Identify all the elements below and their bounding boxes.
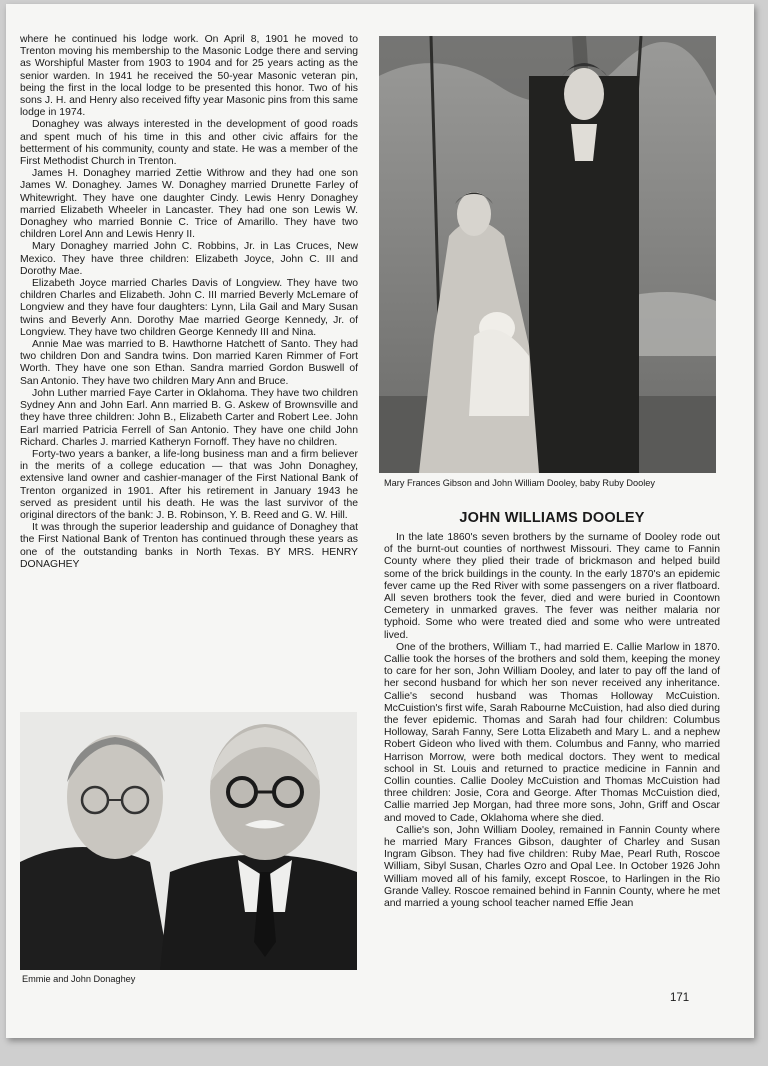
- paragraph: It was through the superior leadership and guidance of Donaghey that the First National Bank of Trenton has continued through these years as one of the outstanding banks in North Texas. BY MRS. HENRY DONAGHEY: [20, 522, 358, 570]
- couple-portrait-photo: [20, 712, 357, 970]
- couple-portrait-photo-graphic: [20, 712, 357, 970]
- paragraph: John Luther married Faye Carter in Oklahoma. They have two children Sydney Ann and John Earl. Ann married B. G. Askew of Brownsville and they have three children: John B., Elizabeth Carter and Robert Lee. John Earl married Patricia Ferrell of San Antonio. They have one child John Richard. Charles J. married Katheryn Fornoff. They have no children.: [20, 387, 358, 448]
- paragraph: Mary Donaghey married John C. Robbins, Jr. in Las Cruces, New Mexico. They have three children: Elizabeth Joyce, John C. III and Dorothy Mae.: [20, 241, 358, 277]
- paragraph: In the late 1860's seven brothers by the surname of Dooley rode out of the burnt-out counties of northwest Missouri. They came to Fannin County where they plied their trade of brickmason and helped build some of the brick buildings in the county. In the early 1870's an epidemic fever came up the Red River with some passengers on a river flatboard. All seven brothers took the fever, died and were buried in Coontown Cemetery in unmarked graves. The fever was neither malaria nor typhoid. Some who were treated died and some who were untreated lived.: [384, 532, 720, 641]
- article-title: JOHN WILLIAMS DOOLEY: [459, 510, 645, 526]
- left-text-column: [20, 34, 358, 571]
- photo-caption: Mary Frances Gibson and John William Dooley, baby Ruby Dooley: [384, 478, 655, 488]
- paragraph: One of the brothers, William T., had married E. Callie Marlow in 1870. Callie took the horses of the brothers and sold them, keeping the money to care for her son, John William Dooley, and later to pay off the land of her second husband for which her son never received any inheritance. Callie's second husband was Thomas Holloway McCuistion. McCuistion's first wife, Sarah Rabourne McCuistion, had also died during the fever epidemic. Thomas and Sarah had four children: Columbus Holloway, Sarah Fanny, Sere Lotta Elizabeth and Mary L. and a nephew Robert Gideon who lived with them. Columbus and Fanny, who married Harrison Morrow, were both medical doctors. They went to medical school in St. Louis and returned to practice medicine in Fannin and Collin counties. Callie Dooley McCuistion and Thomas McCuistion had three children: Josie, Cora and George. After Thomas McCuistion died, Callie married Jep Morgan, had three more sons, John, Griff and Oscar and moved to Cade, Oklahoma where she died.: [384, 641, 720, 824]
- paragraph: Donaghey was always interested in the development of good roads and spent much of his time in this and other civic affairs for the betterment of his community, county and state. He was a member of the First Methodist Church in Trenton.: [20, 119, 358, 168]
- paragraph: Elizabeth Joyce married Charles Davis of Longview. They have two children Charles and Elizabeth. John C. III married Beverly McLemare of Longview and they have four daughters: Lynn, Lila Gail and Mary Susan twins and Beverly Ann. Dorothy Mae married George Kennedy, Jr. of Longview. They have two children George Kennedy III and Nina.: [20, 278, 358, 338]
- paragraph: James H. Donaghey married Zettie Withrow and they had one son James W. Donaghey. James W. Donaghey married Drunette Farley of Whitewright. They have one daughter Cindy. Lewis Henry Donaghey married Elizabeth Wheeler in Lancaster. They had one son Lewis W. Donaghey who married Bonnie C. Trice of Amarillo. They have two children Lorel Ann and Lewis Henry II.: [20, 168, 358, 241]
- paragraph: Forty-two years a banker, a life-long business man and a firm believer in the merits of a college education — that was John Donaghey, extensive land owner and cashier-manager of the First National Bank of Trenton organized in 1901. After his retirement in January 1943 he served as president until his death. He was the last survivor of the original directors of the bank: J. B. Robinson, Y. B. Reed and G. W. Hill.: [20, 448, 358, 521]
- family-swing-photo-graphic: [379, 36, 716, 473]
- right-text-column: [384, 532, 720, 910]
- paragraph: Callie's son, John William Dooley, remained in Fannin County where he married Mary Frances Gibson, daughter of Charley and Susan Ingram Gibson. They had five children: Ruby Mae, Pearl Ruth, Roscoe William, Sibyl Susan, Charles Ozro and Opal Lee. In October 1926 John William moved all of his family, except Roscoe, to Harlingen in the Rio Grande Valley. Roscoe remained behind in Fannin County, where he met and married a young school teacher named Effie Jean: [384, 824, 720, 910]
- paragraph: Annie Mae was married to B. Hawthorne Hatchett of Santo. They had two children Don and Sandra twins. Don married Karen Rimmer of Fort Worth. They have one son Ethan. Sandra married Gordon Buswell of San Antonio. They have two children Mary Ann and Bruce.: [20, 339, 358, 387]
- photo-caption: Emmie and John Donaghey: [22, 974, 136, 984]
- paragraph: where he continued his lodge work. On April 8, 1901 he moved to Trenton moving his membership to the Masonic Lodge there and serving as Worshipful Master from 1903 to 1904 and for 25 years acting as the senior warden. In 1941 he received the 50-year Masonic veteran pin, being the first in the local lodge to be presented this honor. Two of his sons J. H. and Henry also received fifty year Masonic pins from this same lodge in 1974.: [20, 34, 358, 119]
- family-swing-photo: [379, 36, 716, 473]
- page-number: 171: [670, 992, 690, 1004]
